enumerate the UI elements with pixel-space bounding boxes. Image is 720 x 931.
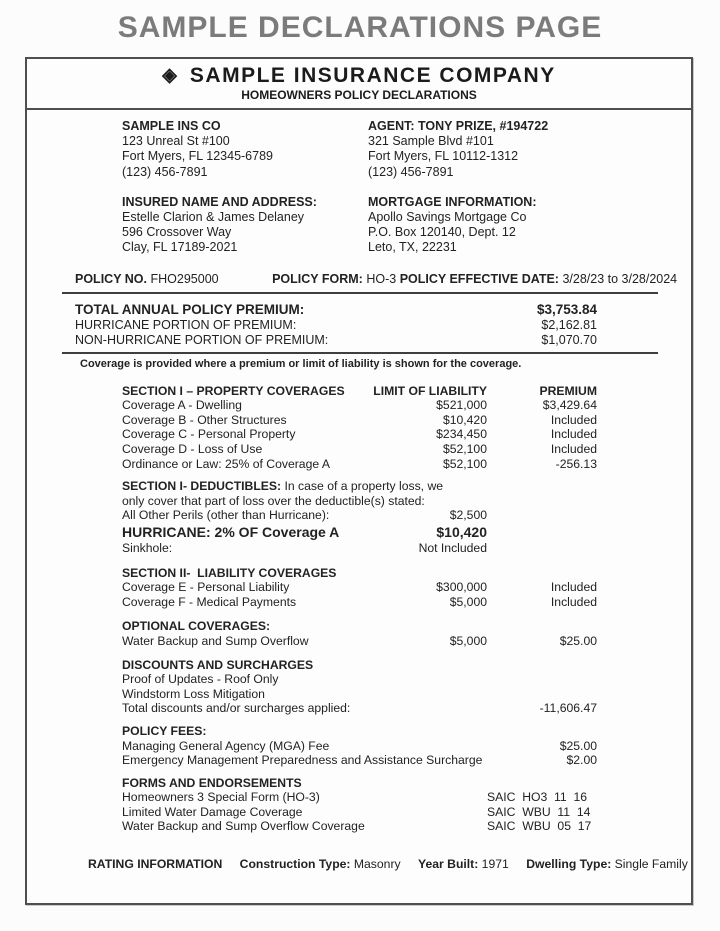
coverage-premium: $3,429.64 <box>542 398 597 413</box>
sinkhole-deductible-row <box>27 541 691 556</box>
discount-item: Windstorm Loss Mitigation <box>122 686 265 701</box>
section-header-row <box>27 776 691 791</box>
dwelling-type-group <box>526 857 688 871</box>
form-code: SAIC WBU 05 17 <box>487 819 592 834</box>
coverage-label: Coverage F - Medical Payments <box>122 594 297 609</box>
policy-form-value: HO-3 <box>366 271 397 286</box>
section-policy-fees <box>27 724 691 768</box>
discount-total-value: -11,606.47 <box>539 701 597 716</box>
deductible-label: All Other Perils (other than Hurricane): <box>122 508 330 523</box>
construction-type-value: Masonry <box>353 857 401 872</box>
deductible-label: Sinkhole: <box>122 540 173 555</box>
section-title: SECTION II- LIABILITY COVERAGES <box>122 565 337 580</box>
premium-column-header: PREMIUM <box>539 383 597 398</box>
section-property-coverages <box>27 384 691 472</box>
coverage-row <box>27 457 691 472</box>
policy-form-group <box>272 272 677 286</box>
section-title: OPTIONAL COVERAGES: <box>122 619 271 634</box>
agent-phone: (123) 456-7891 <box>368 164 454 179</box>
rating-title: RATING INFORMATION <box>88 857 223 872</box>
non-hurricane-premium-label: NON-HURRICANE PORTION OF PREMIUM: <box>75 333 329 348</box>
insured-block <box>122 195 368 256</box>
policy-number-value: FHO295000 <box>150 271 219 286</box>
coverage-premium: -256.13 <box>555 456 597 471</box>
hurricane-premium-label: HURRICANE PORTION OF PREMIUM: <box>75 317 297 332</box>
coverage-limit: $52,100 <box>442 456 487 471</box>
insured-address-line: 596 Crossover Way <box>122 225 232 240</box>
fee-label: Emergency Management Preparedness and Assistance Surcharge <box>122 753 483 768</box>
coverage-row <box>27 580 691 595</box>
section-header-row <box>27 658 691 673</box>
deductible-value: $10,420 <box>436 523 487 540</box>
coverage-premium: Included <box>550 442 597 456</box>
coverage-limit: $234,450 <box>436 427 487 442</box>
deductible-value: Not Included <box>418 540 487 555</box>
limit-column-header: LIMIT OF LIABILITY <box>373 383 487 398</box>
divider-line <box>62 292 658 294</box>
masthead <box>27 59 691 110</box>
deductibles-intro-text: In case of a property loss, we <box>281 479 444 494</box>
form-row <box>27 819 691 834</box>
section-header-row <box>27 384 691 399</box>
form-code: SAIC HO3 11 16 <box>487 790 588 805</box>
rating-information-line <box>88 857 691 871</box>
coverage-premium: $25.00 <box>559 633 597 648</box>
year-built-group <box>418 857 512 871</box>
insured-mortgage-row <box>122 195 691 256</box>
section-title: POLICY FEES: <box>122 723 207 738</box>
deductible-value: $2,500 <box>449 508 487 523</box>
construction-type-label: Construction Type: <box>239 857 351 872</box>
section-forms-endorsements <box>27 776 691 834</box>
insured-name: Estelle Clarion & James Delaney <box>122 210 305 225</box>
coverage-row <box>27 595 691 610</box>
form-label: Water Backup and Sump Overflow Coverage <box>122 819 365 834</box>
year-built-label: Year Built: <box>418 857 479 872</box>
mortgage-address-line: Leto, TX, 22231 <box>368 240 457 255</box>
mortgage-address-line: P.O. Box 120140, Dept. 12 <box>368 225 516 240</box>
hurricane-premium-row <box>75 318 597 334</box>
coverage-row <box>27 427 691 442</box>
premium-summary <box>75 301 597 349</box>
dwelling-type-label: Dwelling Type: <box>526 857 612 872</box>
company-name: SAMPLE INSURANCE COMPANY <box>189 64 556 87</box>
coverage-limit: $521,000 <box>436 398 487 413</box>
section-title: SECTION I- DEDUCTIBLES: <box>122 479 282 494</box>
section-title: SECTION I – PROPERTY COVERAGES <box>122 383 345 398</box>
mortgage-block <box>368 195 537 256</box>
section-liability-coverages <box>27 566 691 610</box>
coverage-premium: Included <box>550 594 597 609</box>
mortgage-title: MORTGAGE INFORMATION: <box>368 194 537 209</box>
coverage-limit: $300,000 <box>436 580 487 595</box>
coverage-note: Coverage is provided where a premium or limit of liability is shown for the coverage. <box>80 357 522 370</box>
effective-date-label: POLICY EFFECTIVE DATE: <box>399 271 559 286</box>
coverage-premium: Included <box>550 580 597 595</box>
coverage-label: Coverage C - Personal Property <box>122 427 296 442</box>
coverage-premium: Included <box>550 412 597 427</box>
coverage-label: Coverage B - Other Structures <box>122 412 287 427</box>
policy-form-label: POLICY FORM: <box>272 271 363 286</box>
fee-label: Managing General Agency (MGA) Fee <box>122 738 330 753</box>
non-hurricane-premium-row <box>75 333 597 349</box>
hurricane-deductible-row <box>27 523 691 541</box>
form-label: Homeowners 3 Special Form (HO-3) <box>122 790 320 805</box>
effective-date-value: 3/28/23 to 3/28/2024 <box>562 271 678 286</box>
form-row <box>27 805 691 820</box>
total-premium-row <box>75 301 597 318</box>
agent-address-line: Fort Myers, FL 10112-1312 <box>368 149 519 164</box>
coverage-label: Coverage E - Personal Liability <box>122 580 290 595</box>
section-header-row <box>27 566 691 581</box>
discount-total-row <box>27 701 691 716</box>
section-discounts-surcharges <box>27 658 691 716</box>
insured-title: INSURED NAME AND ADDRESS: <box>122 194 317 209</box>
total-premium-value: $3,753.84 <box>536 301 597 317</box>
coverage-label: Coverage D - Loss of Use <box>122 442 263 456</box>
fee-value: $2.00 <box>566 753 597 768</box>
coverage-label: Coverage A - Dwelling <box>122 398 242 413</box>
total-premium-label: TOTAL ANNUAL POLICY PREMIUM: <box>75 301 305 317</box>
coverage-label: Ordinance or Law: 25% of Coverage A <box>122 456 330 471</box>
coverage-limit: $5,000 <box>449 594 487 609</box>
year-built-value: 1971 <box>481 857 509 872</box>
carrier-block <box>122 119 368 180</box>
coverage-row <box>27 413 691 428</box>
fee-value: $25.00 <box>559 738 597 753</box>
deductibles-intro-line2: only cover that part of loss over the deductible(s) stated: <box>122 493 425 508</box>
discount-total-label: Total discounts and/or surcharges applied: <box>122 701 351 716</box>
form-label: Limited Water Damage Coverage <box>122 804 303 819</box>
masthead-subtitle: HOMEOWNERS POLICY DECLARATIONS <box>241 88 477 102</box>
form-code: SAIC WBU 11 14 <box>487 804 591 819</box>
declarations-sheet <box>25 57 693 905</box>
insured-address-line: Clay, FL 17189-2021 <box>122 240 238 255</box>
coverage-limit: $10,420 <box>442 412 487 427</box>
mortgage-name: Apollo Savings Mortgage Co <box>368 210 527 225</box>
diamond-logo-icon: ◈ <box>162 65 177 86</box>
section-optional-coverages <box>27 619 691 648</box>
section-title: DISCOUNTS AND SURCHARGES <box>122 657 314 672</box>
coverage-premium: Included <box>550 427 597 442</box>
coverage-row <box>27 634 691 649</box>
agent-address-line: 321 Sample Blvd #101 <box>368 134 494 149</box>
carrier-address-line: 123 Unreal St #100 <box>122 134 230 149</box>
form-row <box>27 790 691 805</box>
divider-line <box>62 352 658 354</box>
coverage-row <box>27 398 691 413</box>
company-name-line <box>27 64 691 88</box>
agent-block <box>368 119 548 180</box>
carrier-address-line: Fort Myers, FL 12345-6789 <box>122 149 273 164</box>
page-title: SAMPLE DECLARATIONS PAGE <box>117 11 603 44</box>
agent-title: AGENT: TONY PRIZE, #194722 <box>368 119 549 133</box>
policy-number-label: POLICY NO. <box>75 271 148 286</box>
hurricane-premium-value: $2,162.81 <box>541 317 597 332</box>
discount-item: Proof of Updates - Roof Only <box>122 672 279 687</box>
policy-info-line <box>75 272 691 286</box>
section-header-row <box>27 724 691 739</box>
dwelling-type-value: Single Family <box>614 857 688 872</box>
deductible-label: HURRICANE: 2% OF Coverage A <box>122 523 340 540</box>
carrier-phone: (123) 456-7891 <box>122 164 208 179</box>
deductibles-intro-line1 <box>27 479 691 494</box>
fee-row <box>27 739 691 754</box>
section-deductibles <box>27 479 691 555</box>
deductible-row <box>27 508 691 523</box>
coverage-label: Water Backup and Sump Overflow <box>122 633 309 648</box>
section-header-row <box>27 619 691 634</box>
construction-type-group <box>240 857 404 871</box>
carrier-name: SAMPLE INS CO <box>122 119 221 133</box>
coverage-row <box>27 442 691 457</box>
coverage-limit: $52,100 <box>442 442 487 456</box>
section-title: FORMS AND ENDORSEMENTS <box>122 775 302 790</box>
fee-row <box>27 753 691 768</box>
carrier-agent-row <box>122 119 691 180</box>
coverage-limit: $5,000 <box>449 633 487 648</box>
non-hurricane-premium-value: $1,070.70 <box>541 333 597 348</box>
